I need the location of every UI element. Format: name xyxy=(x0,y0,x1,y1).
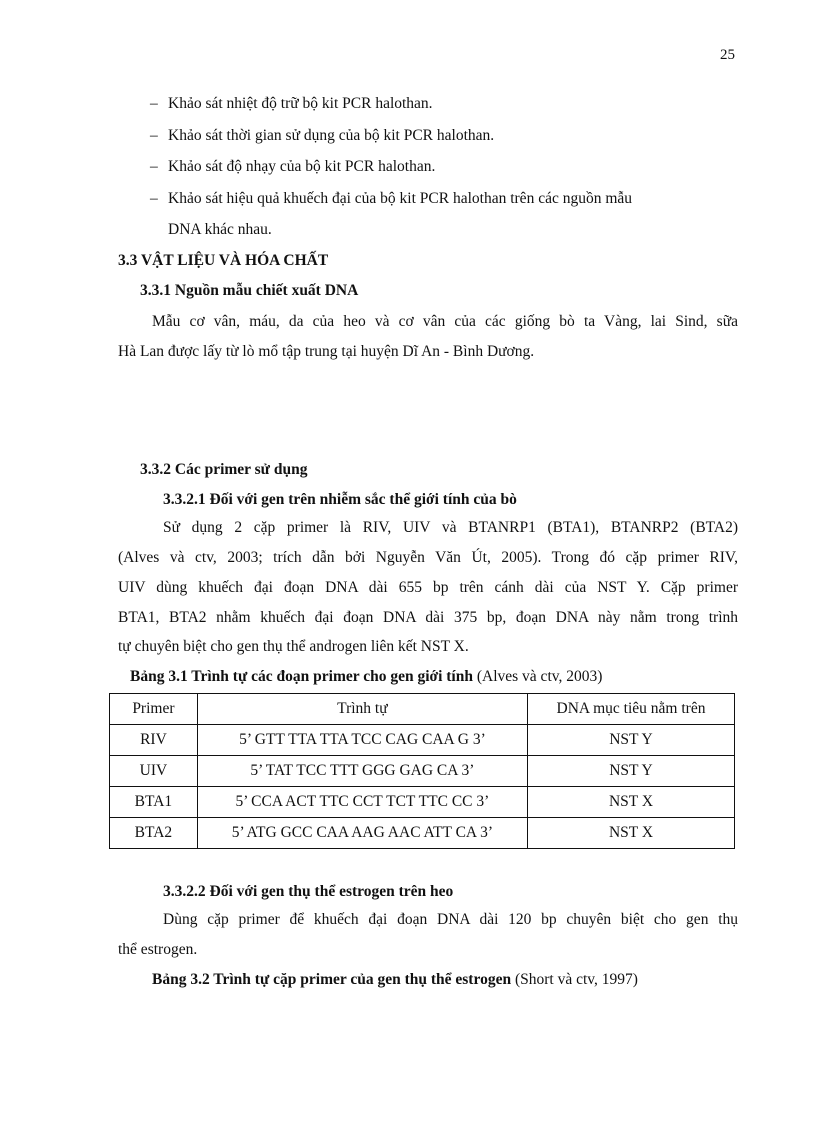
list-item-text: Khảo sát độ nhạy của bộ kit PCR halothan. xyxy=(168,158,436,175)
table-cell-sequence: 5’ ATG GCC CAA AAG AAC ATT CA 3’ xyxy=(197,818,527,849)
table-header-row xyxy=(110,694,735,725)
table-header-cell: Trình tự xyxy=(197,694,527,725)
list-item-text: Khảo sát hiệu quả khuếch đại của bộ kit PCR halothan trên các nguồn mẫu xyxy=(168,190,633,207)
table-cell-primer: RIV xyxy=(110,725,198,756)
table-caption-source: (Alves và ctv, 2003) xyxy=(472,668,603,685)
table-row xyxy=(110,725,735,756)
table-caption-source: (Short và ctv, 1997) xyxy=(511,971,638,988)
table-caption-title: Bảng 3.1 Trình tự các đoạn primer cho gen giới tính xyxy=(130,668,473,685)
paragraph-line: Dùng cặp primer để khuếch đại đoạn DNA dài 120 bp chuyên biệt cho gen thụ xyxy=(163,911,738,928)
paragraph-line: Hà Lan được lấy từ lò mổ tập trung tại huyện Dĩ An - Bình Dương. xyxy=(118,343,535,360)
table-cell-target: NST Y xyxy=(527,756,734,787)
bullet-dash: – xyxy=(150,127,158,144)
list-item-continuation: DNA khác nhau. xyxy=(168,221,272,238)
bullet-dash: – xyxy=(150,95,158,112)
paragraph-line: BTA1, BTA2 nhằm khuếch đại đoạn DNA dài 375 bp, đoạn DNA này nằm trong trình xyxy=(118,609,738,626)
primer-table xyxy=(109,693,735,849)
table-caption xyxy=(130,667,602,687)
table-cell-target: NST Y xyxy=(527,725,734,756)
table-row xyxy=(110,756,735,787)
list-item xyxy=(150,189,632,209)
paragraph-line: tự chuyên biệt cho gen thụ thể androgen liên kết NST X. xyxy=(118,638,469,655)
table-header-cell: DNA mục tiêu nằm trên xyxy=(527,694,734,725)
table-cell-sequence: 5’ CCA ACT TTC CCT TCT TTC CC 3’ xyxy=(197,787,527,818)
paragraph-line: Mẫu cơ vân, máu, da của heo và cơ vân của các giống bò ta Vàng, lai Sind, sữa xyxy=(152,313,738,330)
table-caption xyxy=(152,970,638,990)
table-cell-target: NST X xyxy=(527,787,734,818)
table-cell-primer: BTA1 xyxy=(110,787,198,818)
subsection-heading-3-3-1: 3.3.1 Nguồn mẫu chiết xuất DNA xyxy=(140,282,359,299)
table-cell-primer: BTA2 xyxy=(110,818,198,849)
page-number: 25 xyxy=(720,47,735,63)
table-row xyxy=(110,787,735,818)
table-caption-title: Bảng 3.2 Trình tự cặp primer của gen thụ thể estrogen xyxy=(152,971,512,988)
section-heading-3-3: 3.3 VẬT LIỆU VÀ HÓA CHẤT xyxy=(118,252,329,269)
table-row xyxy=(110,818,735,849)
paragraph-line: thể estrogen. xyxy=(118,941,198,958)
bullet-dash: – xyxy=(150,158,158,175)
table-cell-target: NST X xyxy=(527,818,734,849)
table-cell-sequence: 5’ GTT TTA TTA TCC CAG CAA G 3’ xyxy=(197,725,527,756)
list-item xyxy=(150,94,433,114)
subsubsection-heading-3-3-2-1: 3.3.2.1 Đối với gen trên nhiễm sắc thể giới tính của bò xyxy=(163,491,517,508)
subsubsection-heading-3-3-2-2: 3.3.2.2 Đối với gen thụ thể estrogen trên heo xyxy=(163,883,454,900)
list-item-text: Khảo sát thời gian sử dụng của bộ kit PCR halothan. xyxy=(168,127,495,144)
list-item xyxy=(150,126,494,146)
subsection-heading-3-3-2: 3.3.2 Các primer sử dụng xyxy=(140,461,308,478)
bullet-dash: – xyxy=(150,190,158,207)
table-cell-sequence: 5’ TAT TCC TTT GGG GAG CA 3’ xyxy=(197,756,527,787)
list-item xyxy=(150,157,435,177)
table-cell-primer: UIV xyxy=(110,756,198,787)
paragraph-line: Sử dụng 2 cặp primer là RIV, UIV và BTANRP1 (BTA1), BTANRP2 (BTA2) xyxy=(163,519,738,536)
paragraph-line: UIV dùng khuếch đại đoạn DNA dài 655 bp trên cánh dài của NST Y. Cặp primer xyxy=(118,579,738,596)
list-item-text: Khảo sát nhiệt độ trữ bộ kit PCR halothan. xyxy=(168,95,433,112)
paragraph-line: (Alves và ctv, 2003; trích dẫn bởi Nguyễn Văn Út, 2005). Trong đó cặp primer RIV, xyxy=(118,549,738,566)
table-header-cell: Primer xyxy=(110,694,198,725)
